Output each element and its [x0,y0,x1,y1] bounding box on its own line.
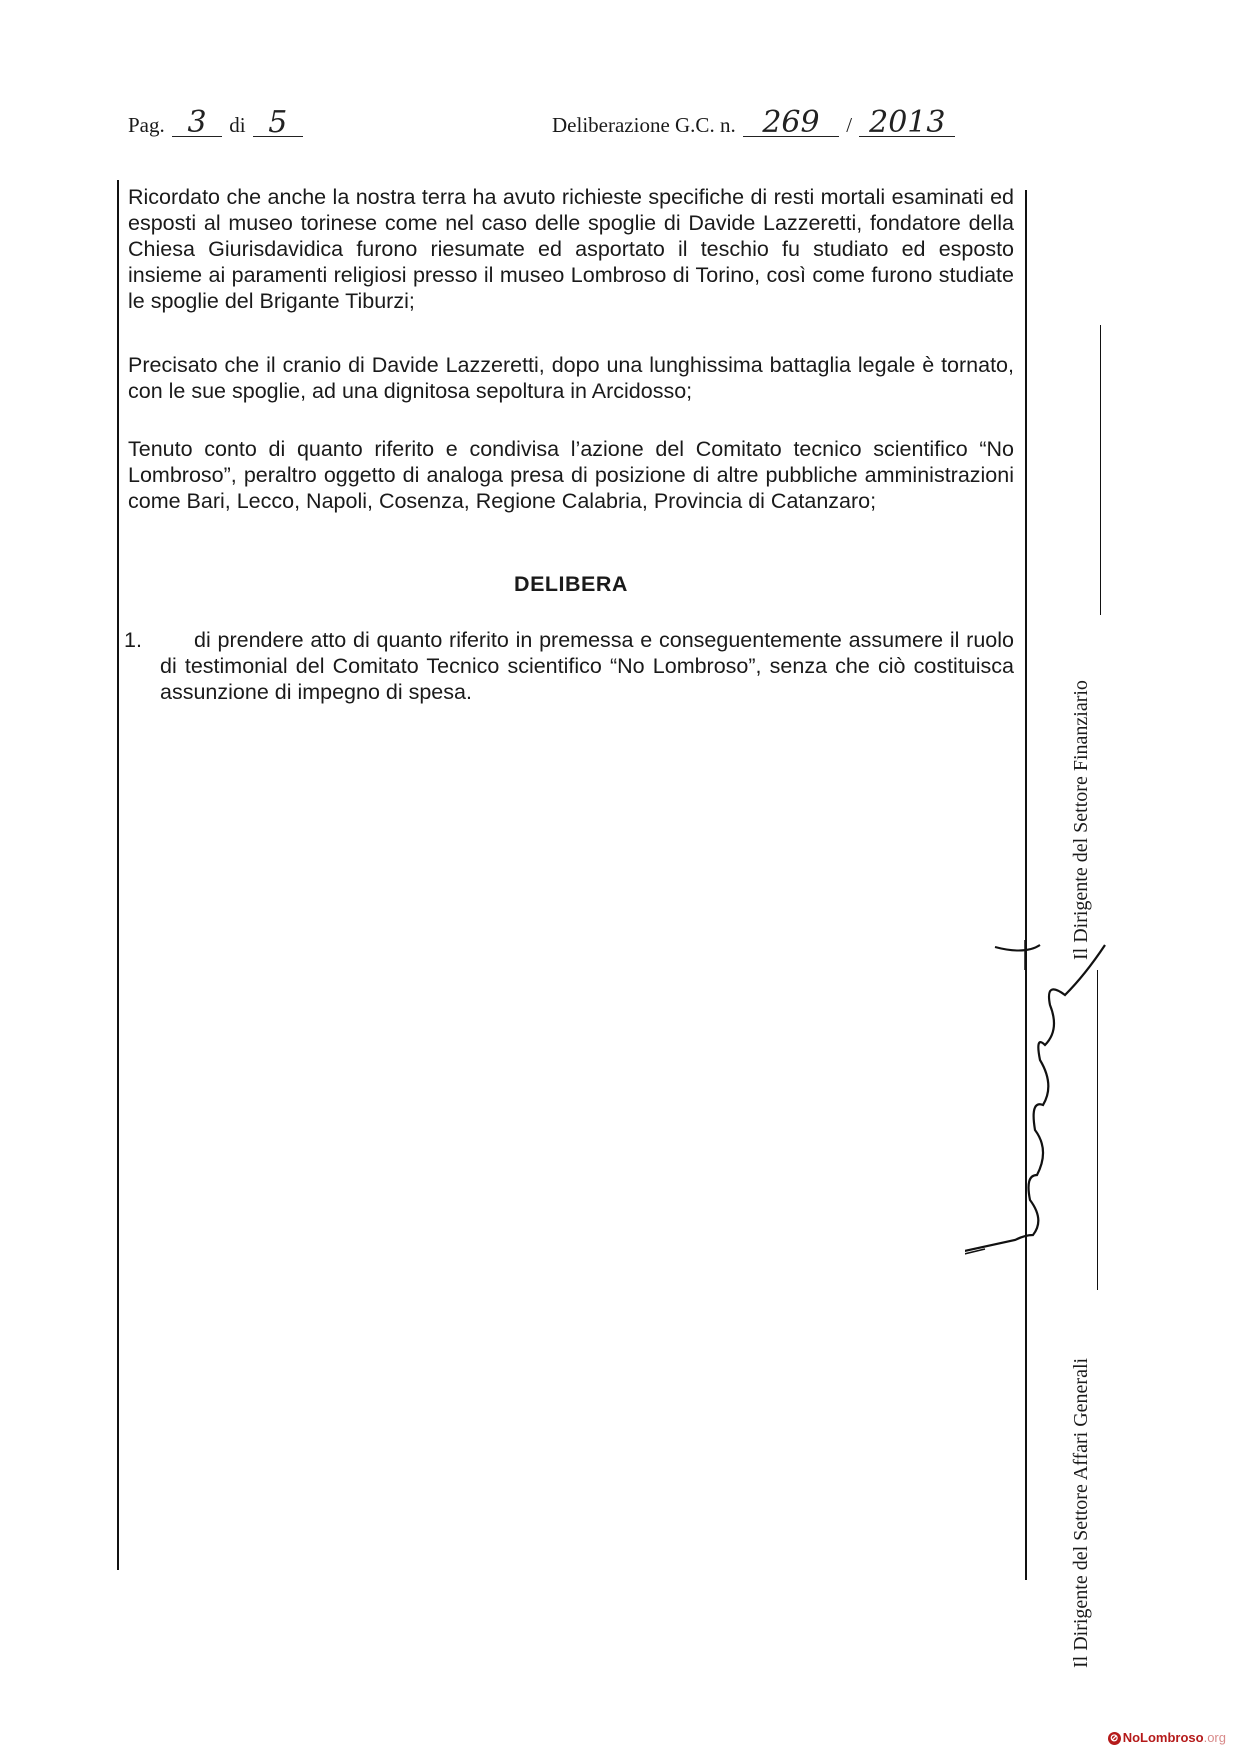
label-general-affairs-director: Il Dirigente del Settore Affari Generali [1070,1357,1092,1668]
paragraph-tenuto-conto: Tenuto conto di quanto riferito e condivisa l’azione del Comitato tecnico scientifico “No Lombroso”, peraltro oggetto di analoga presa di posizione di altre pubbliche amministrazioni come Bari, Lecco, Napoli, Cosenza, Regione Calabria, Provincia di Catanzaro; [128,437,1014,513]
page-indicator [128,105,305,140]
watermark [1108,1730,1226,1745]
deliberation-separator: / [846,113,853,137]
page-total: 5 [253,110,303,137]
signature-line-finance [1097,970,1098,1290]
watermark-suffix: .org [1203,1729,1226,1745]
outer-right-line [1100,325,1101,615]
left-margin-line [117,180,119,1570]
deliberation-label: Deliberazione G.C. n. [552,113,736,137]
deliberation-number: 269 [743,110,839,137]
no-sign-icon: ⊘ [1108,1732,1121,1745]
watermark-text: NoLombroso [1122,1729,1204,1745]
paragraph-ricordato: Ricordato che anche la nostra terra ha avuto richieste specifiche di resti mortali esaminati ed esposti al museo torinese come nel caso delle spoglie di Davide Lazzeretti, fondatore della Chiesa Giurisdavidica furono riesumate ed asportato il teschio fu studiato ed esposto insieme ai paramenti religiosi presso il museo Lombroso di Torino, così come furono studiate le spoglie del Brigante Tiburzi; [128,185,1014,313]
resolution-item-text: di prendere atto di quanto riferito in premessa e conseguentemente assumere il ruolo di testimonial del Comitato Tecnico scientifico “No Lombroso”, senza che ciò costituisca assunzione di impegno di spesa. [160,628,1014,704]
page-number: 3 [172,110,222,137]
of-label: di [229,113,246,137]
label-finance-director: Il Dirigente del Settore Finanziario [1070,680,1092,960]
resolution-item [124,627,1014,705]
paragraph-precisato: Precisato che il cranio di Davide Lazzeretti, dopo una lunghissima battaglia legale è tornato, con le sue spoglie, ad una dignitosa sepoltura in Arcidosso; [128,353,1014,403]
resolution-item-number: 1. [124,628,142,652]
deliberation-reference [552,105,957,140]
right-margin-line [1025,190,1027,1580]
delibera-heading: DELIBERA [514,572,628,596]
deliberation-year: 2013 [859,110,955,137]
page-label: Pag. [128,113,165,137]
signature-image [965,935,1115,1295]
